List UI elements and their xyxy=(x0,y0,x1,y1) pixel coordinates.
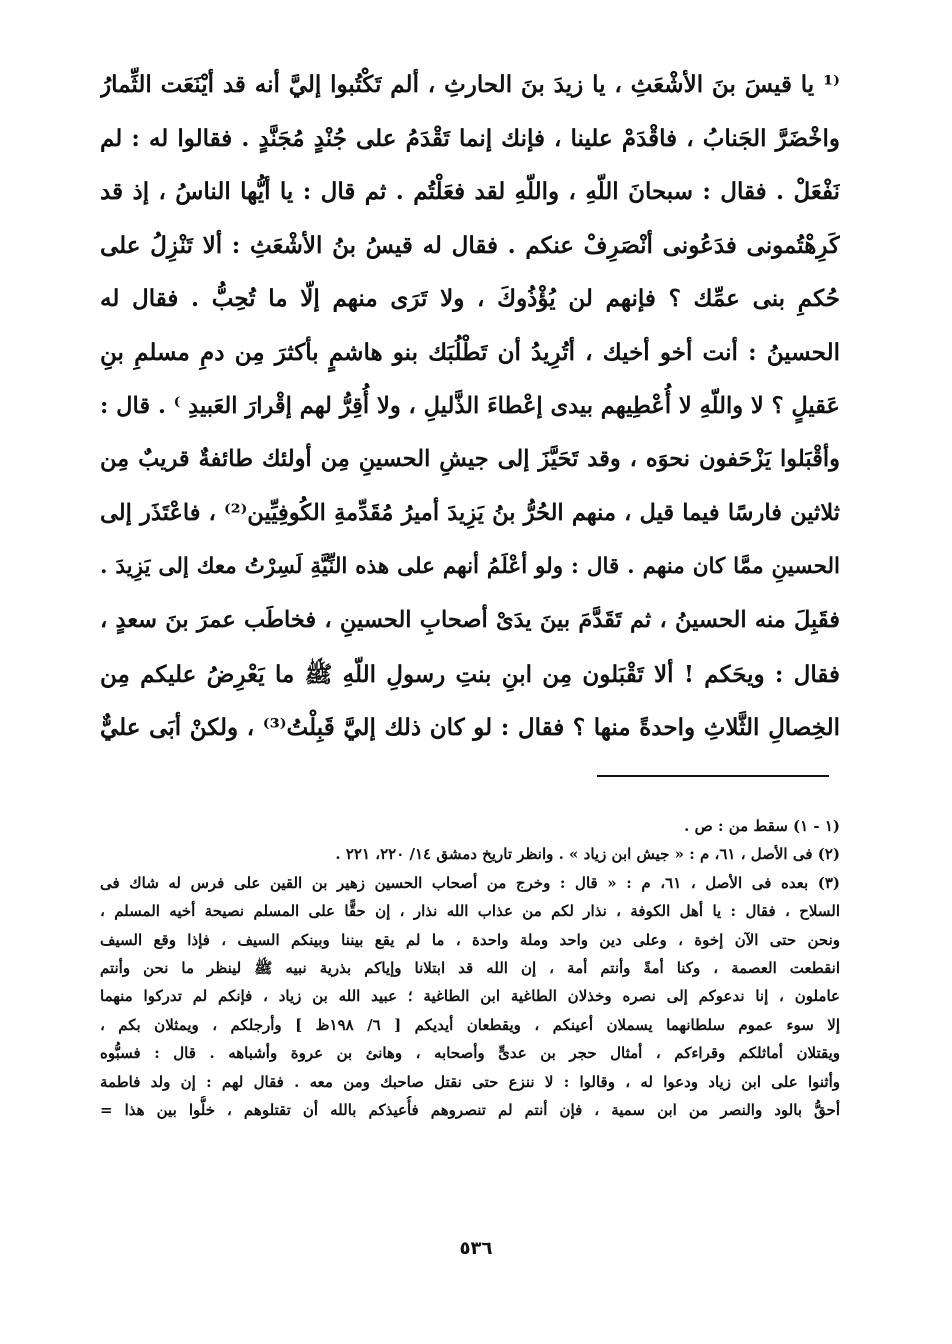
main-text-line: ⁽¹ يا قيسَ بنَ الأشْعَثِ ، يا زيدَ بنَ الحارثِ ، ألم تَكْتُبوا إليَّ أنه قد أيْنَعَت الثِّمارُ xyxy=(100,71,840,98)
main-text-line: ثلاثين فارسًا فيما قيل ، منهم الحُرُّ بنُ يَزِيدَ أميرُ مُقَدِّمةِ الكُوفِيِّين⁽²⁾ ، فاعْتَذَر إلى xyxy=(100,499,840,526)
main-text-line: الخِصالِ الثَّلاثِ واحدةً منها ؟ فقال : لو كان ذلك إليَّ قَبِلْتُ⁽³⁾ ، ولكنْ أبَى عليٌّ xyxy=(100,714,840,742)
main-text-line: كَرِهْتُمونى فدَعُونى أنْصَرِفْ عنكم . فقال له قيسُ بنُ الأشْعَثِ : ألا تَنْزِلُ على xyxy=(100,231,840,259)
footnote-line: (٢) فى الأصل ، ٦١، م : « جيش ابن زياد » . وانظر تاريخ دمشق ١٤/ ٢٢٠، ٢٢١ . xyxy=(335,845,840,864)
footnote-line: ويقتلان أماثلكم وقراءكم ، أمثال حجر بن عدىٍّ وأصحابه ، وهانئ بن عروة وأشباهه . قال : فسبُّوه xyxy=(100,1044,840,1063)
footnote-line: (٣) بعده فى الأصل ، ٦١، م : « قال : وخرج من أصحاب الحسين زهير بن القين على فرس له شاك فى xyxy=(100,873,840,892)
footnote-line: وأثنوا على ابن زياد ودعوا له ، وقالوا : لا ننزع حتى نقتل صاحبك ومن معه . فقال لهم : إن ولد فاطمة xyxy=(100,1072,840,1091)
footnote-line: انقطعت العصمة ، وكنا أمةً وأنتم أمة ، إن الله قد ابتلانا وإياكم بذرية نبيه ﷺ لينظر ما نحن وأنتم xyxy=(100,958,840,977)
main-text-line: فقَبِلَ منه الحسينُ ، ثم تَقَدَّمَ بينَ يدَىْ أصحابِ الحسينِ ، فخاطَب عمرَ بنَ سعدٍ ، xyxy=(100,606,840,633)
main-text-line: نَفْعَلْ . فقال : سبحانَ اللّهِ ، واللّهِ لقد فعَلْتُم . ثم قال : يا أيُّها الناسُ ، إذ قد xyxy=(100,178,840,206)
main-text-line: الحسينِ ممَّا كان منهم . قال : ولو أعْلَمُ أنهم على هذه النِّيَّةِ لَسِرْتُ معك إلى يَزِيدَ . xyxy=(100,554,840,580)
footnote-line: إلا سوء عموم سلطانهما يسملان أعينكم ، ويقطعان أيديكم [ ٦/ ١٩٨ظ ] وأرجلكم ، ويمثلان بكم ، xyxy=(100,1015,840,1034)
footnote-line: (١ - ١) سقط من : ص . xyxy=(684,817,840,835)
main-text-line: فقال : ويحَكم ! ألا تَقْبَلون مِن ابنِ بنتِ رسولِ اللّهِ ﷺ ما يَعْرِضُ عليكم مِن xyxy=(100,660,840,688)
main-text-line: عَقيلٍ ؟ لا واللّهِ لا أُعْطِيهم بيدى إعْطاءَ الذَّليلِ ، ولا أُقِرُّ لهم إقْرارَ العَبيدِ ⁾ . قال : xyxy=(100,392,840,419)
footnote-line: ونحن حتى الآن إخوة ، وعلى دين واحد وملة واحدة ، ما لم يقع بيننا وبينكم السيف ، فإذا وقع السيف xyxy=(100,930,840,949)
main-text-line: واخْضَرَّ الجَنابُ ، فاقْدَمْ علينا ، فإنك إنما تَقْدَمُ على جُنْدٍ مُجَنَّدٍ . فقالوا له : لم xyxy=(100,124,840,152)
page-number: ٥٣٦ xyxy=(459,1238,493,1259)
footnotes-block xyxy=(100,812,840,1124)
footnote-divider xyxy=(597,775,829,777)
main-text-line: وأقْبَلوا يَزْحَفون نحوَه ، وقد تَحَيَّزَ إلى جيشِ الحسينِ مِن أولئك طائفةٌ قريبٌ مِن xyxy=(100,446,840,473)
footnote-line: السلاح ، فقال : يا أهل الكوفة ، نذار لكم من عذاب الله نذار ، إن حقًّا على المسلم نصيحة أخيه المسلم ، xyxy=(100,902,840,921)
main-text-line: حُكمِ بنى عمِّك ؟ فإنهم لن يُؤْذُوكَ ، ولا تَرَى منهم إلّا ما تُحِبُّ . فقال له xyxy=(100,285,840,313)
footnote-line: أحقُّ بالود والنصر من ابن سمية ، فإن أنتم لم تنصروهم فأُعيذكم بالله أن تقتلوهم ، خلُّوا بين هذا = xyxy=(100,1100,840,1119)
main-text-line: الحسينُ : أنت أخو أخيك ، أتُرِيدُ أن تَطْلُبَك بنو هاشمٍ بأكثرَ مِن دمِ مسلمِ بنِ xyxy=(100,338,840,366)
footnote-line: عاملون ، إنا ندعوكم إلى نصره وخذلان الطاغية ابن الطاغية ؛ عبيد الله بن زياد ، فإنكم لم تدركوا منهما xyxy=(100,987,840,1006)
main-text-block xyxy=(100,58,840,755)
